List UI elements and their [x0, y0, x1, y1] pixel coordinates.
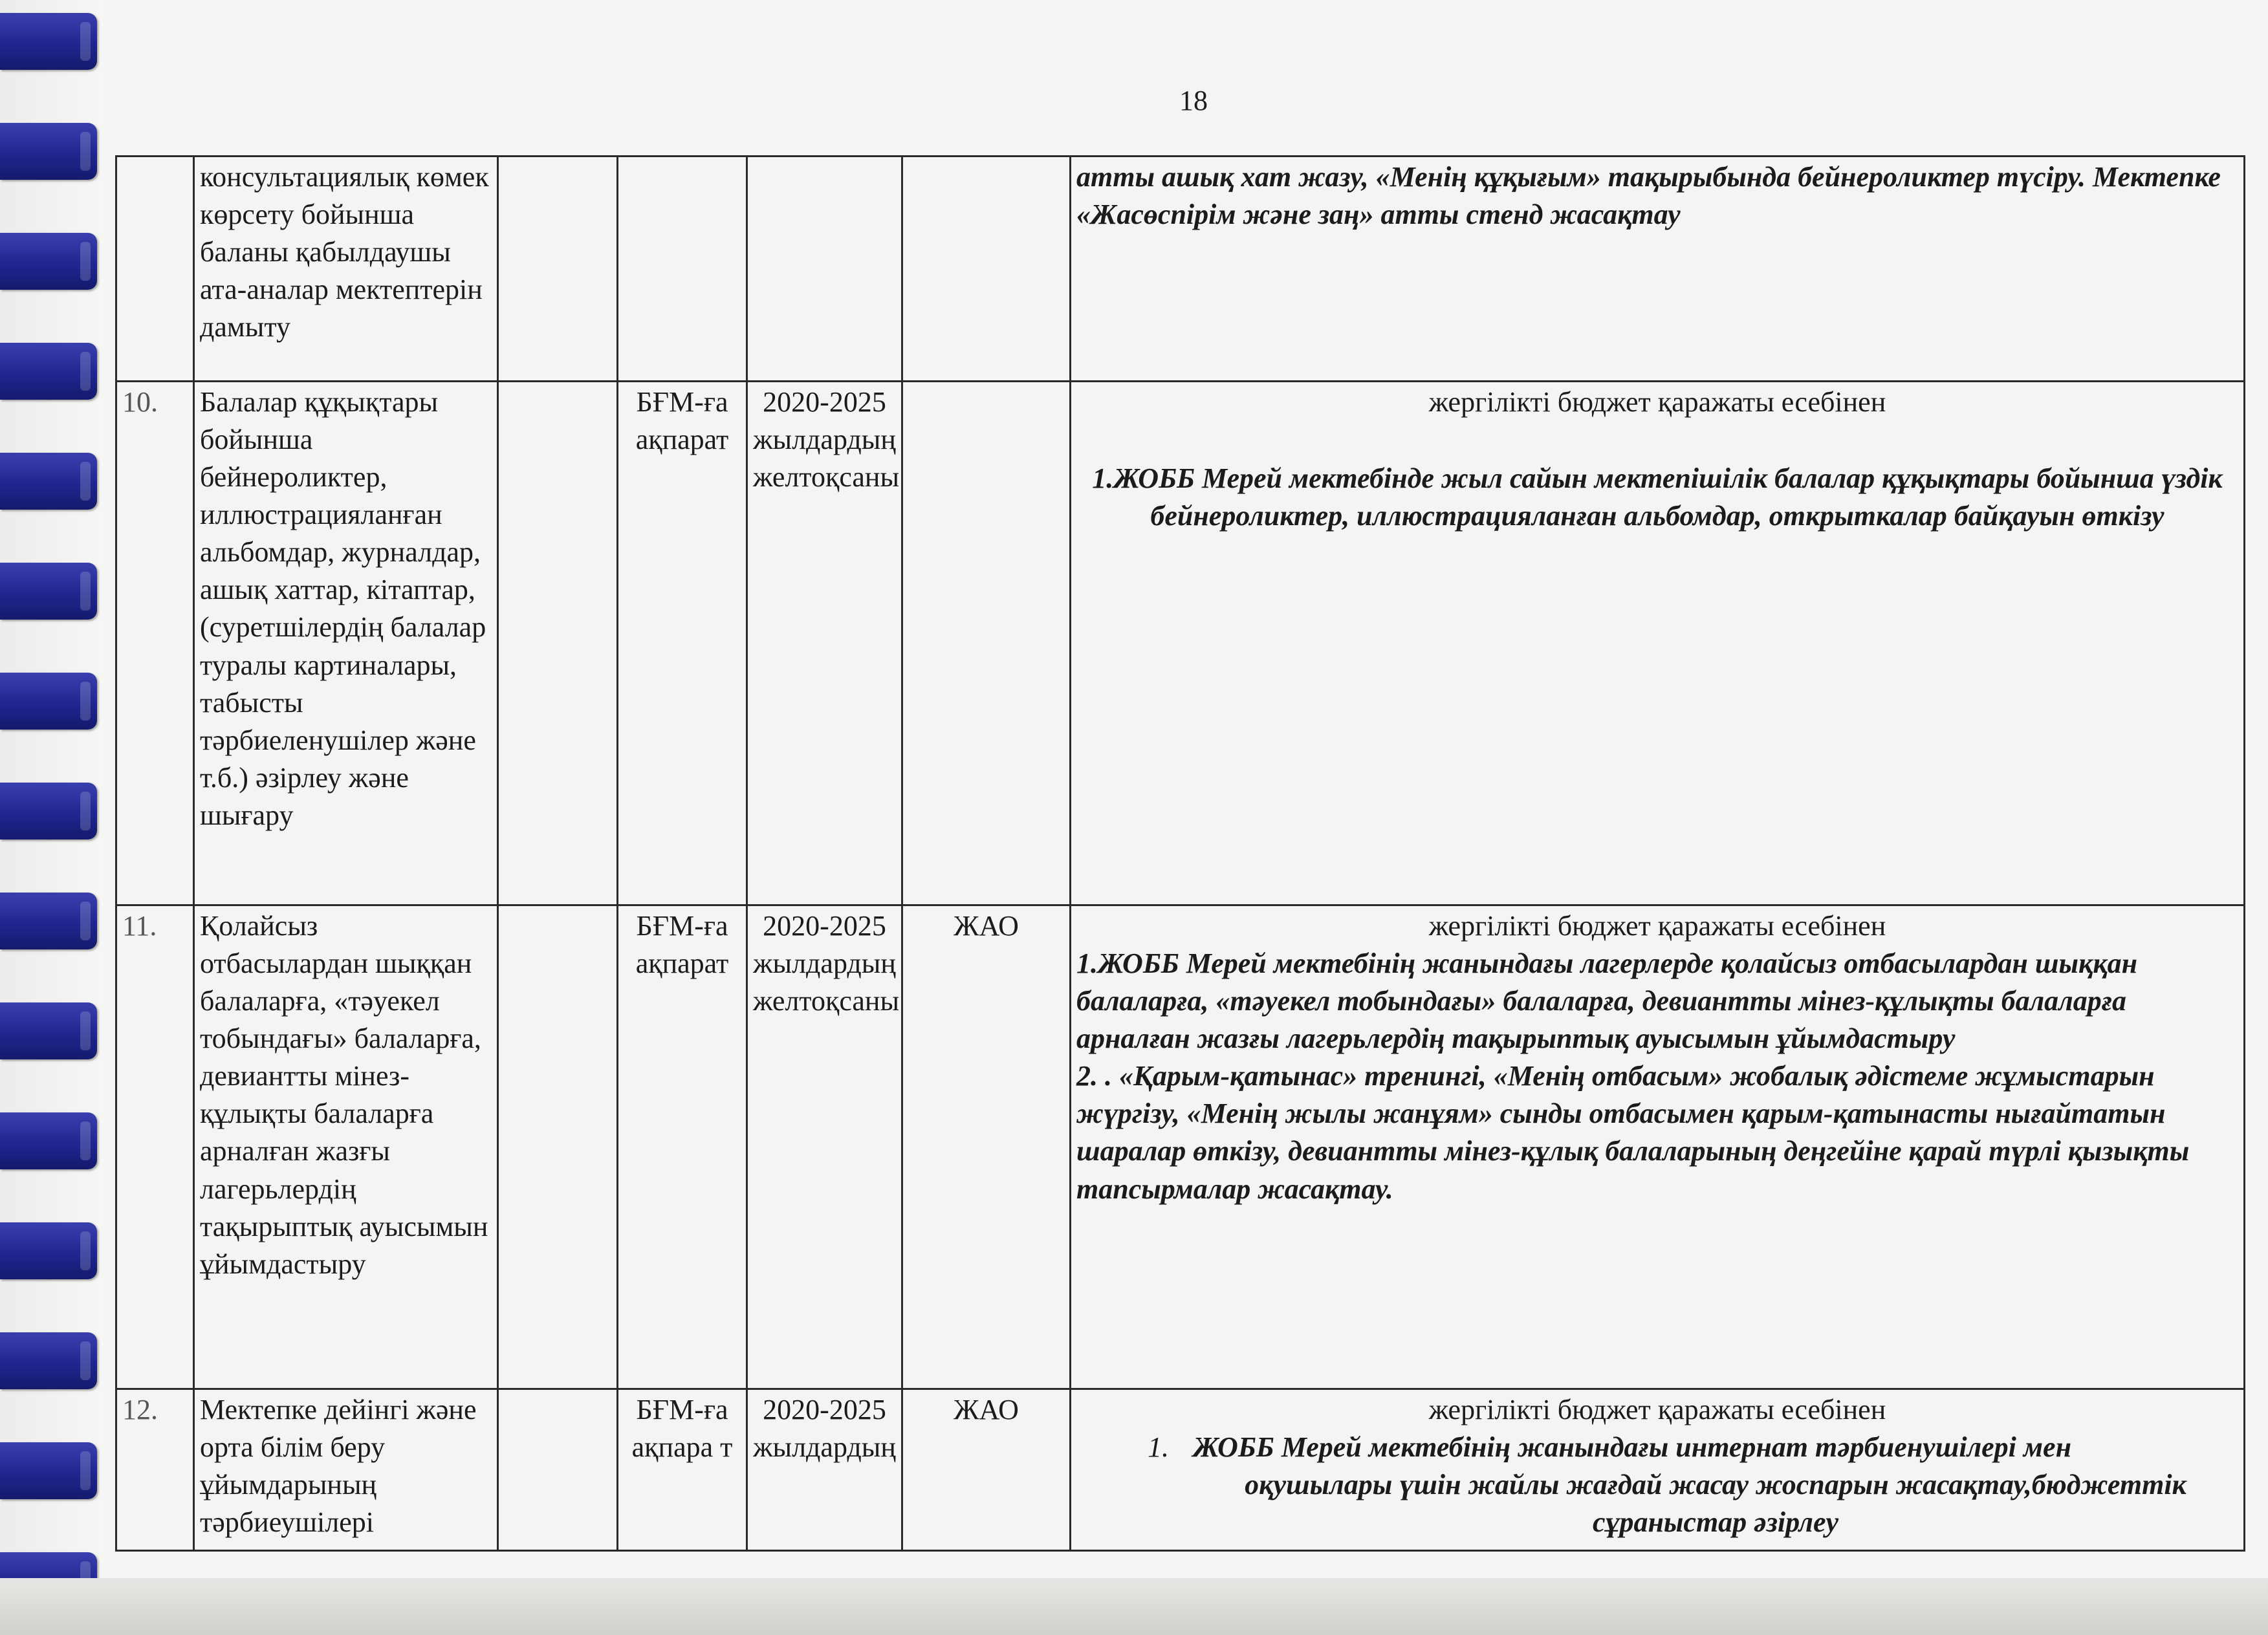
binding-ring — [0, 1442, 97, 1499]
implementation-text: атты ашық хат жазу, «Менің құқығым» тақырыбында бейнероликтер түсіру. Мектепке «Жасөспірім және заң» атты стенд жасақтау — [1076, 161, 2221, 231]
binding-ring — [0, 453, 97, 510]
binding-ring — [0, 893, 97, 949]
deadline-cell: 2020-2025 жылдардың желтоқсаны — [747, 382, 902, 905]
plan-table — [115, 155, 2245, 1552]
page-bottom-edge — [0, 1578, 2268, 1635]
activity-name-cell: консультациялық көмек көрсету бойынша баланы қабылдаушы ата-аналар мектептерін дамыту — [194, 157, 498, 382]
implementation-text: 1.ЖОББ Мерей мектебінің жанындағы лагерлерде қолайсыз отбасылардан шыққан балаларға, «тәуекел тобындағы» балаларға, девиантты мінез-құлықты балаларға арналған жазғы лагерьлердің тақырыптық ауысымын ұйымдастыру — [1076, 947, 2138, 1055]
table-row — [116, 1389, 2245, 1551]
responsible-cell — [902, 382, 1071, 905]
binding-ring — [0, 343, 97, 400]
funding-source: жергілікті бюджет қаражаты есебінен — [1428, 910, 1886, 942]
row-number-cell — [116, 157, 194, 382]
binding-ring — [0, 783, 97, 839]
binding-ring — [0, 1002, 97, 1059]
binding-ring — [0, 13, 97, 70]
binding-ring — [0, 1222, 97, 1279]
spiral-binding — [0, 0, 104, 1635]
report-form-cell: БҒМ-ға ақпара т — [618, 1389, 747, 1551]
report-form-cell — [618, 157, 747, 382]
empty-cell — [498, 905, 618, 1389]
report-form-cell: БҒМ-ға ақпарат — [618, 382, 747, 905]
implementation-text: 1.ЖОББ Мерей мектебінде жыл сайын мектепішілік балалар құқықтары бойынша үздік бейнероликтер, иллюстрацияланған альбомдар, открыткалар байқауын өткізу — [1092, 462, 2223, 532]
deadline-cell: 2020-2025 жылдардың желтоқсаны — [747, 905, 902, 1389]
table-row — [116, 157, 2245, 382]
table-row — [116, 905, 2245, 1389]
row-number-cell: 11. — [116, 905, 194, 1389]
activity-name-cell: Мектепке дейінгі және орта білім беру ұйымдарының тәрбиеушілері — [194, 1389, 498, 1551]
implementation-list-item — [1076, 1429, 2238, 1466]
implementation-cell — [1071, 382, 2245, 905]
implementation-cell — [1071, 905, 2245, 1389]
responsible-cell: ЖАО — [902, 905, 1071, 1389]
activity-name-cell: Қолайсыз отбасылардан шыққан балаларға, «тәуекел тобындағы» балаларға, девиантты мінез-құлықты балаларға арналған жазғы лагерьлердің тақырыптық ауысымын ұйымдастыру — [194, 905, 498, 1389]
responsible-cell: ЖАО — [902, 1389, 1071, 1551]
row-number-cell: 10. — [116, 382, 194, 905]
activity-name-cell: Балалар құқықтары бойынша бейнероликтер, иллюстрацияланған альбомдар, журналдар, ашық хаттар, кітаптар, (суретшілердің балалар туралы картиналары, табысты тәрбиеленушілер және т.б.) әзірлеу және шығару — [194, 382, 498, 905]
binding-ring — [0, 673, 97, 730]
binding-ring — [0, 123, 97, 180]
implementation-cell — [1071, 157, 2245, 382]
funding-source: жергілікті бюджет қаражаты есебінен — [1428, 1394, 1886, 1425]
binding-ring — [0, 233, 97, 290]
list-number: 1. — [1148, 1431, 1169, 1464]
empty-cell — [498, 1389, 618, 1551]
implementation-text-continued: оқушылары үшін жайлы жағдай жасау жоспарын жасақтау,бюджеттік сұраныстар әзірлеу — [1245, 1469, 2186, 1539]
table-row — [116, 382, 2245, 905]
deadline-cell: 2020-2025 жылдардың — [747, 1389, 902, 1551]
responsible-cell — [902, 157, 1071, 382]
page-number: 18 — [1179, 85, 1208, 116]
deadline-cell — [747, 157, 902, 382]
binding-ring — [0, 563, 97, 620]
funding-source: жергілікті бюджет қаражаты есебінен — [1428, 386, 1886, 418]
implementation-cell — [1071, 1389, 2245, 1551]
implementation-text: ЖОББ Мерей мектебінің жанындағы интернат тәрбиенушілері мен — [1193, 1431, 2072, 1464]
report-form-cell: БҒМ-ға ақпарат — [618, 905, 747, 1389]
empty-cell — [498, 382, 618, 905]
binding-ring — [0, 1332, 97, 1389]
empty-cell — [498, 157, 618, 382]
implementation-text: 2. . «Қарым-қатынас» тренингі, «Менің отбасым» жобалық әдістеме жұмыстарын жүргізу, «Менің жылы жанұям» сынды отбасымен қарым-қатынасты нығайтатын шаралар өткізу, девиантты мінез-құлық балаларының деңгейіне қарай түрлі қызықты тапсырмалар жасақтау. — [1076, 1060, 2190, 1205]
row-number-cell: 12. — [116, 1389, 194, 1551]
binding-ring — [0, 1112, 97, 1169]
